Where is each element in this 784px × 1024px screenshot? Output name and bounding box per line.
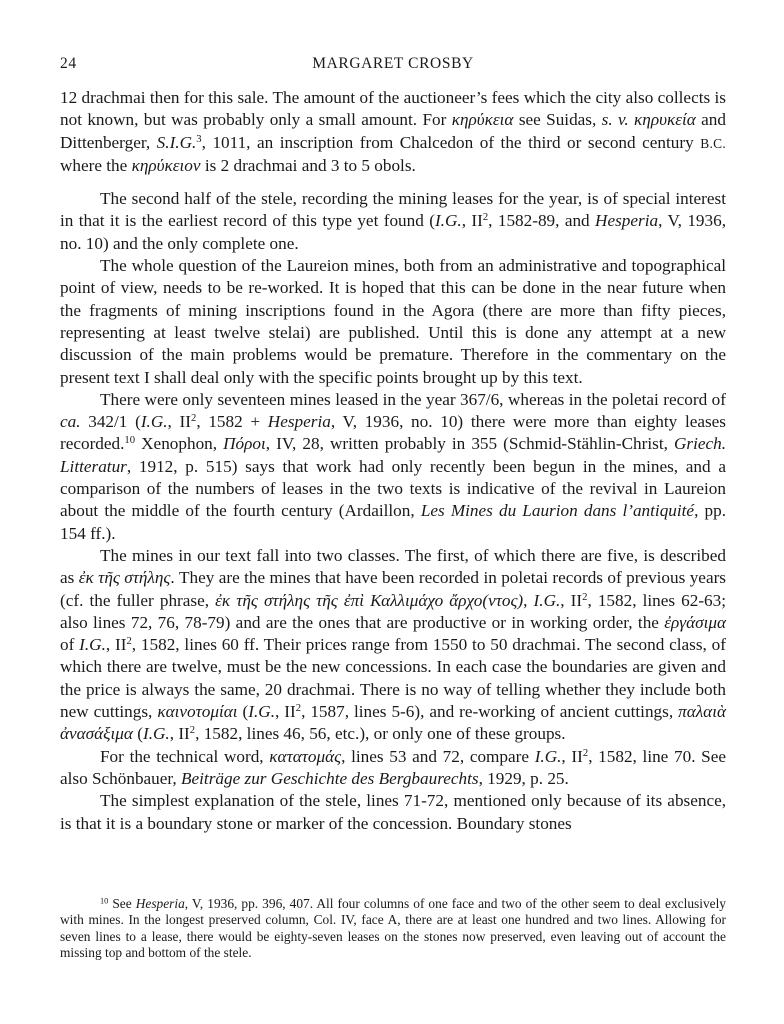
superscript: 2 — [191, 413, 197, 425]
text-run: , 1929, p. 25. — [478, 768, 569, 788]
text-run: The simplest explanation of the stele, lines 71-72, mentioned only because of its absence, is that it is a boundary stone or marker of the concession. Boundary stones — [60, 791, 726, 833]
text-run: The whole question of the Laureion mines, both from an administrative and topographical point of view, needs to be re-worked. It is hoped that this can be done in the near future when the fragments of mining inscriptions found in the Agora (there are more than fifty pieces, representing at least twelve stelai) are published. Until this is done any attempt at a new discussion of the main problems would be premature. Therefore in the commentary on the present text I shall deal only with the specific points brought up by this text. — [60, 256, 726, 387]
footnote — [60, 896, 726, 962]
text-run: Xenophon, — [135, 434, 224, 454]
italic-text: I.G. — [143, 724, 170, 744]
text-run: , — [523, 590, 534, 610]
text-run: , IV, 28, written probably in 355 (Schmid-Stählin-Christ, — [265, 434, 674, 454]
paragraph — [60, 87, 726, 177]
italic-text: I.G. — [248, 702, 275, 722]
text-run: and Dittenberger, — [60, 110, 726, 152]
text-run: see Suidas, — [513, 110, 602, 130]
italic-text: I.G. — [534, 746, 562, 766]
italic-text: I.G. — [533, 590, 561, 610]
superscript: 2 — [582, 747, 589, 759]
text-run: where the — [60, 155, 132, 175]
italic-text: ἐκ τῆς στήλης — [78, 568, 171, 588]
italic-text: Les Mines du Laurion dans l’antiquité — [420, 501, 695, 521]
text-run: 12 drachmai then for this sale. The amount of the auctioneer’s fees which the city also collects is not known, but was probably only a small amount. For — [60, 88, 726, 130]
italic-text: s. v. — [601, 110, 629, 130]
text-run: , 1582, line 70. See also Schönbauer, — [60, 746, 726, 788]
italic-text: Πόροι — [223, 434, 266, 454]
superscript: 2 — [582, 591, 588, 603]
italic-text: ca. — [60, 412, 81, 432]
italic-text: Griech. Litteratur — [60, 434, 726, 476]
paragraph — [60, 188, 726, 255]
text-run: , 1587, lines 5-6), and re-working of ancient cuttings, — [301, 702, 679, 722]
italic-text: ἐκ τῆς στήλης τῆς ἐπὶ Καλλιμάχο ἄρχο(ντος) — [215, 590, 524, 610]
text-run: , 1912, p. 515) says that work had only recently been begun in the mines, and a comparison of the numbers of leases in the two texts is indicative of the revival in Laureion about the middle of the fourth century (Ardaillon, — [60, 456, 726, 521]
footnote-text — [60, 896, 726, 962]
superscript: 3 — [196, 133, 202, 145]
text-run: , 1011, an inscription from Chalcedon of the third or second century — [201, 132, 701, 152]
body-text — [60, 87, 726, 835]
text-run: , II — [167, 412, 191, 432]
text-run: of — [60, 635, 80, 655]
italic-text: S.I.G. — [156, 132, 197, 152]
text-run: , pp. 154 ff.). — [60, 501, 727, 543]
page-number: 24 — [60, 55, 77, 72]
italic-text: κηρύκεια — [451, 110, 514, 130]
paragraph — [60, 255, 726, 389]
text-run: , II — [561, 746, 583, 766]
text-run: , II — [461, 211, 483, 231]
text-run: , 1582 + — [196, 412, 268, 432]
italic-text: Beiträge zur Geschichte des Bergbaurechts — [181, 768, 479, 788]
text-run: ( — [132, 724, 143, 744]
superscript: 2 — [189, 725, 196, 737]
italic-text: I.G. — [79, 635, 106, 655]
italic-text: παλαιὰ ἀνασάξιμα — [60, 702, 727, 744]
text-run: , II — [275, 702, 296, 722]
italic-text: κηρυκεία — [634, 110, 696, 130]
text-run: 342/1 ( — [80, 412, 141, 432]
page-header — [60, 55, 726, 77]
italic-text: κατατομάς — [269, 746, 342, 766]
italic-text: I.G. — [434, 211, 462, 231]
paragraph — [60, 746, 726, 791]
text-run: , V, 1936, no. 10) and the only complete one. — [60, 211, 726, 253]
small-caps-text: B.C. — [700, 135, 726, 151]
text-run: There were only seventeen mines leased in the year 367/6, whereas in the poletai record of — [100, 389, 726, 409]
text-run: , V, 1936, pp. 396, 407. All four columns of one face and two of the other seem to deal exclusively with mines. In the longest preserved column, Col. IV, face A, there are at least one hundred and two lines. Allowing for seven lines to a lease, there would be eighty-seven leases on the stones now preserved, even leaving out of account the missing top and bottom of the stele. — [60, 896, 727, 961]
text-run: , V, 1936, no. 10) there were more than eighty leases recorded. — [60, 412, 726, 454]
text-run: , II — [105, 635, 127, 655]
text-run: For the technical word, — [100, 746, 270, 766]
italic-text: καινοτομίαι — [157, 702, 238, 722]
text-run: , II — [169, 724, 190, 744]
italic-text: Hesperia — [595, 211, 659, 231]
italic-text: Hesperia — [267, 412, 331, 432]
italic-text: Hesperia — [135, 896, 185, 911]
text-run: The second half of the stele, recording the mining leases for the year, is of special interest in that it is the earliest record of this type yet found ( — [60, 189, 726, 231]
paragraph — [60, 389, 726, 545]
text-run: , 1582-89, and — [488, 211, 596, 231]
text-run: See — [108, 896, 136, 911]
text-run: , 1582, lines 62-63; also lines 72, 76, 78-79) and are the ones that are productive or in working order, the — [60, 590, 727, 632]
text-run: , II — [560, 590, 583, 610]
italic-text: I.G. — [140, 412, 168, 432]
text-run: ( — [237, 702, 249, 722]
paragraph — [60, 790, 726, 835]
italic-text: κηρύκειον — [131, 155, 201, 175]
superscript: 10 — [100, 896, 109, 906]
text-run: is 2 drachmai and 3 to 5 obols. — [200, 155, 416, 175]
text-run: The mines in our text fall into two classes. The first, of which there are five, is described as — [60, 545, 726, 588]
superscript: 10 — [124, 435, 136, 447]
text-run: . They are the mines that have been recorded in poletai records of previous years (cf. the fuller phrase, — [60, 568, 726, 610]
running-head: MARGARET CROSBY — [312, 55, 474, 72]
text-run: , 1582, lines 60 ff. Their prices range from 1550 to 50 drachmai. The second class, of which there are twelve, must be the new concessions. In each case the boundaries are given and the price is always the same, 20 drachmai. There is no way of telling whether they include both new cuttings, — [60, 635, 726, 722]
superscript: 2 — [295, 703, 302, 715]
italic-text: ἐργάσιμα — [664, 612, 726, 632]
text-run: , lines 53 and 72, compare — [341, 746, 535, 766]
paragraph — [60, 545, 726, 746]
superscript: 2 — [482, 212, 489, 224]
text-run: , 1582, lines 46, 56, etc.), or only one of these groups. — [195, 724, 566, 744]
superscript: 2 — [126, 636, 132, 648]
